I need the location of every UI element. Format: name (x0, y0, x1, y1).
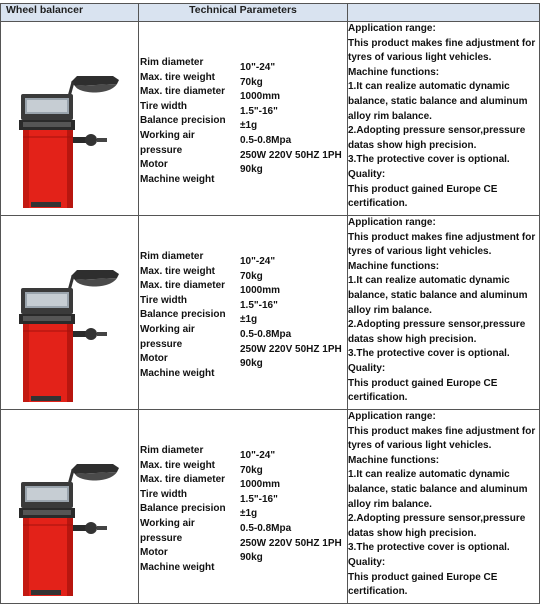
parameter-label: Balance precision (140, 503, 226, 515)
description-line: 3.The protective cover is optional. (348, 542, 510, 554)
parameter-values (240, 255, 342, 372)
parameter-value: 250W 220V 50HZ 1PH (240, 537, 342, 549)
parameter-value: 250W 220V 50HZ 1PH (240, 343, 342, 355)
parameter-value: 90kg (240, 358, 263, 370)
description-line: Quality: (348, 556, 386, 568)
parameter-label: Motor (140, 353, 168, 365)
parameter-value: 1000mm (240, 479, 281, 491)
product-row (1, 410, 540, 604)
parameter-value: 10"-24" (240, 256, 276, 267)
description-line: Application range: (348, 217, 436, 228)
parameter-value: 70kg (240, 464, 263, 476)
header-wheel-balancer: Wheel balancer (1, 4, 139, 22)
parameter-label: Machine weight (140, 367, 215, 379)
parameter-value: 10"-24" (240, 450, 276, 461)
parameter-value: 1.5"-16" (240, 299, 278, 311)
product-description-cell (348, 410, 540, 604)
parameter-value: ±1g (240, 314, 258, 326)
parameter-value: 1.5"-16" (240, 493, 278, 505)
parameter-label: Balance precision (140, 309, 226, 321)
parameter-values (240, 61, 342, 178)
wheel-balancer-machine-icon (9, 236, 129, 406)
parameter-value: ±1g (240, 120, 258, 132)
product-image-cell (1, 410, 139, 604)
parameter-value: 0.5-0.8Mpa (240, 522, 292, 534)
parameter-label: Balance precision (140, 115, 226, 127)
description-line: Machine functions: (348, 260, 440, 272)
header-description (348, 4, 540, 22)
wheel-balancer-machine-icon (9, 42, 129, 212)
technical-parameters-cell (139, 410, 348, 604)
description-line: Quality: (348, 168, 386, 180)
parameter-value: 90kg (240, 552, 263, 564)
description-line: This product gained Europe CE certification. (348, 571, 498, 598)
technical-parameters-cell (139, 22, 348, 216)
parameter-value: ±1g (240, 508, 258, 520)
parameter-label: Working air (140, 129, 195, 141)
description-line: This product makes fine adjustment for tyres of various light vehicles. (348, 231, 536, 258)
wheel-balancer-machine-icon (9, 430, 129, 600)
parameter-label: pressure (140, 338, 183, 350)
description-line: 1.It can realize automatic dynamic balance, static balance and aluminum alloy rim balance. (348, 81, 528, 122)
parameter-labels (140, 250, 226, 381)
parameter-value: 250W 220V 50HZ 1PH (240, 149, 342, 161)
parameter-label: Tire width (140, 100, 188, 112)
parameter-label: Max. tire diameter (140, 280, 226, 292)
description-line: 3.The protective cover is optional. (348, 348, 510, 360)
parameter-label: Max. tire weight (140, 71, 216, 83)
parameter-value: 1000mm (240, 285, 281, 297)
description-line: Machine functions: (348, 66, 440, 78)
parameter-labels (140, 444, 226, 575)
parameter-label: Motor (140, 159, 168, 171)
product-row (1, 22, 540, 216)
description-line: Machine functions: (348, 454, 440, 466)
parameter-label: pressure (140, 144, 183, 156)
parameter-label: Machine weight (140, 561, 215, 573)
description-line: 2.Adopting pressure sensor,pressure datas show high precision. (348, 319, 526, 345)
parameter-label: Rim diameter (140, 57, 204, 68)
parameter-label: Tire width (140, 488, 188, 500)
parameter-label: Rim diameter (140, 445, 204, 456)
product-description-cell (348, 22, 540, 216)
description-line: This product makes fine adjustment for tyres of various light vehicles. (348, 425, 536, 452)
parameter-label: Motor (140, 547, 168, 559)
parameter-label: Rim diameter (140, 251, 204, 262)
parameter-value: 10"-24" (240, 62, 276, 73)
parameter-label: pressure (140, 532, 183, 544)
parameter-label: Max. tire diameter (140, 86, 226, 98)
description-line: 1.It can realize automatic dynamic balance, static balance and aluminum alloy rim balance. (348, 275, 528, 316)
parameter-value: 1.5"-16" (240, 105, 278, 117)
description-line: Application range: (348, 23, 436, 34)
product-description-cell (348, 216, 540, 410)
description-line: Quality: (348, 362, 386, 374)
parameter-value: 0.5-0.8Mpa (240, 328, 292, 340)
description-line: 2.Adopting pressure sensor,pressure datas show high precision. (348, 125, 526, 151)
product-image-cell (1, 22, 139, 216)
parameter-value: 70kg (240, 76, 263, 88)
description-line: This product gained Europe CE certification. (348, 183, 498, 210)
parameter-label: Max. tire weight (140, 265, 216, 277)
description-line: 3.The protective cover is optional. (348, 154, 510, 166)
parameter-labels (140, 56, 226, 187)
product-rows (1, 22, 540, 604)
product-image-cell (1, 216, 139, 410)
parameter-values (240, 449, 342, 566)
parameter-label: Working air (140, 517, 195, 529)
parameter-label: Max. tire weight (140, 459, 216, 471)
parameter-label: Machine weight (140, 173, 215, 185)
description-line: Application range: (348, 411, 436, 422)
product-spec-table (0, 3, 540, 604)
product-row (1, 216, 540, 410)
parameter-value: 90kg (240, 164, 263, 176)
header-technical-parameters: Technical Parameters (139, 4, 348, 22)
parameter-label: Working air (140, 323, 195, 335)
description-line: 1.It can realize automatic dynamic balance, static balance and aluminum alloy rim balance. (348, 469, 528, 510)
description-line: 2.Adopting pressure sensor,pressure datas show high precision. (348, 513, 526, 539)
parameter-value: 0.5-0.8Mpa (240, 134, 292, 146)
description-line: This product makes fine adjustment for tyres of various light vehicles. (348, 37, 536, 64)
parameter-label: Tire width (140, 294, 188, 306)
parameter-label: Max. tire diameter (140, 474, 226, 486)
parameter-value: 70kg (240, 270, 263, 282)
parameter-value: 1000mm (240, 91, 281, 103)
description-line: This product gained Europe CE certification. (348, 377, 498, 404)
technical-parameters-cell (139, 216, 348, 410)
